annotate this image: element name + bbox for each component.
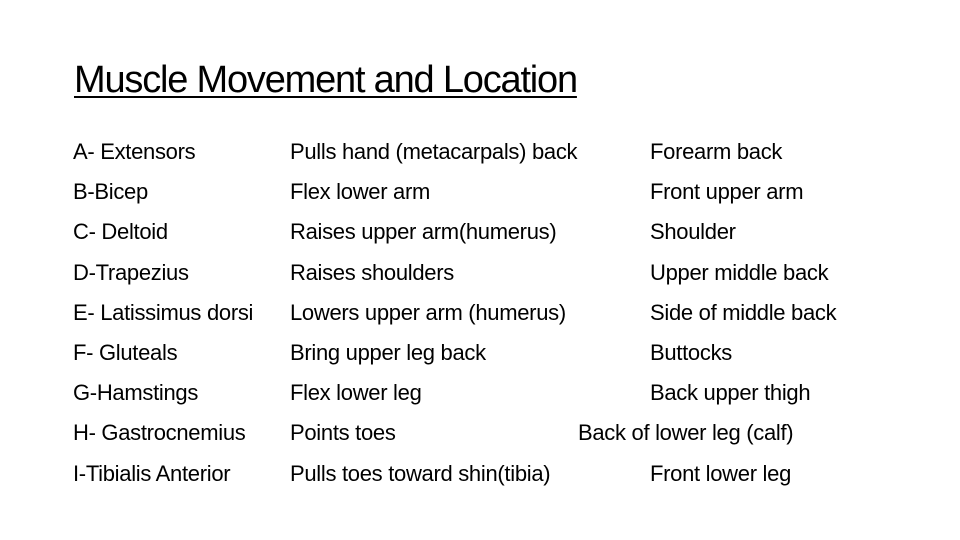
muscle-movement: Points toes (290, 420, 396, 446)
muscle-name: C- Deltoid (73, 219, 168, 245)
muscle-name: H- Gastrocnemius (73, 420, 246, 446)
table-row (0, 132, 960, 172)
muscle-name: I-Tibialis Anterior (73, 460, 231, 486)
table-row (0, 172, 960, 212)
table-row (0, 454, 960, 494)
muscle-location: Forearm back (650, 139, 783, 164)
muscle-name: F- Gluteals (73, 339, 178, 365)
muscle-table (0, 132, 960, 494)
muscle-location: Front lower leg (650, 460, 792, 486)
muscle-movement: Lowers upper arm (humerus) (290, 299, 566, 325)
muscle-movement: Flex lower arm (290, 179, 431, 205)
muscle-location: Upper middle back (650, 259, 829, 285)
muscle-location: Shoulder (650, 219, 736, 245)
muscle-name: A- Extensors (73, 139, 196, 164)
muscle-name: E- Latissimus dorsi (73, 299, 254, 325)
muscle-movement: Pulls toes toward shin(tibia) (290, 460, 551, 486)
table-row (0, 413, 960, 453)
table-row (0, 373, 960, 413)
table-row (0, 253, 960, 293)
muscle-movement: Raises upper arm(humerus) (290, 219, 557, 245)
muscle-movement: Bring upper leg back (290, 339, 486, 365)
muscle-location: Buttocks (650, 339, 732, 365)
muscle-location: Back of lower leg (calf) (578, 420, 794, 446)
table-row (0, 333, 960, 373)
table-row (0, 212, 960, 252)
muscle-location: Front upper arm (650, 179, 804, 205)
muscle-movement: Raises shoulders (290, 259, 454, 285)
muscle-name: D-Trapezius (73, 259, 189, 285)
muscle-movement: Pulls hand (metacarpals) back (290, 139, 578, 164)
muscle-name: G-Hamstings (73, 380, 199, 406)
table-row (0, 293, 960, 333)
muscle-movement: Flex lower leg (290, 380, 422, 406)
slide-title: Muscle Movement and Location (74, 59, 577, 101)
muscle-location: Back upper thigh (650, 380, 811, 406)
muscle-name: B-Bicep (73, 179, 148, 205)
muscle-location: Side of middle back (650, 299, 837, 325)
